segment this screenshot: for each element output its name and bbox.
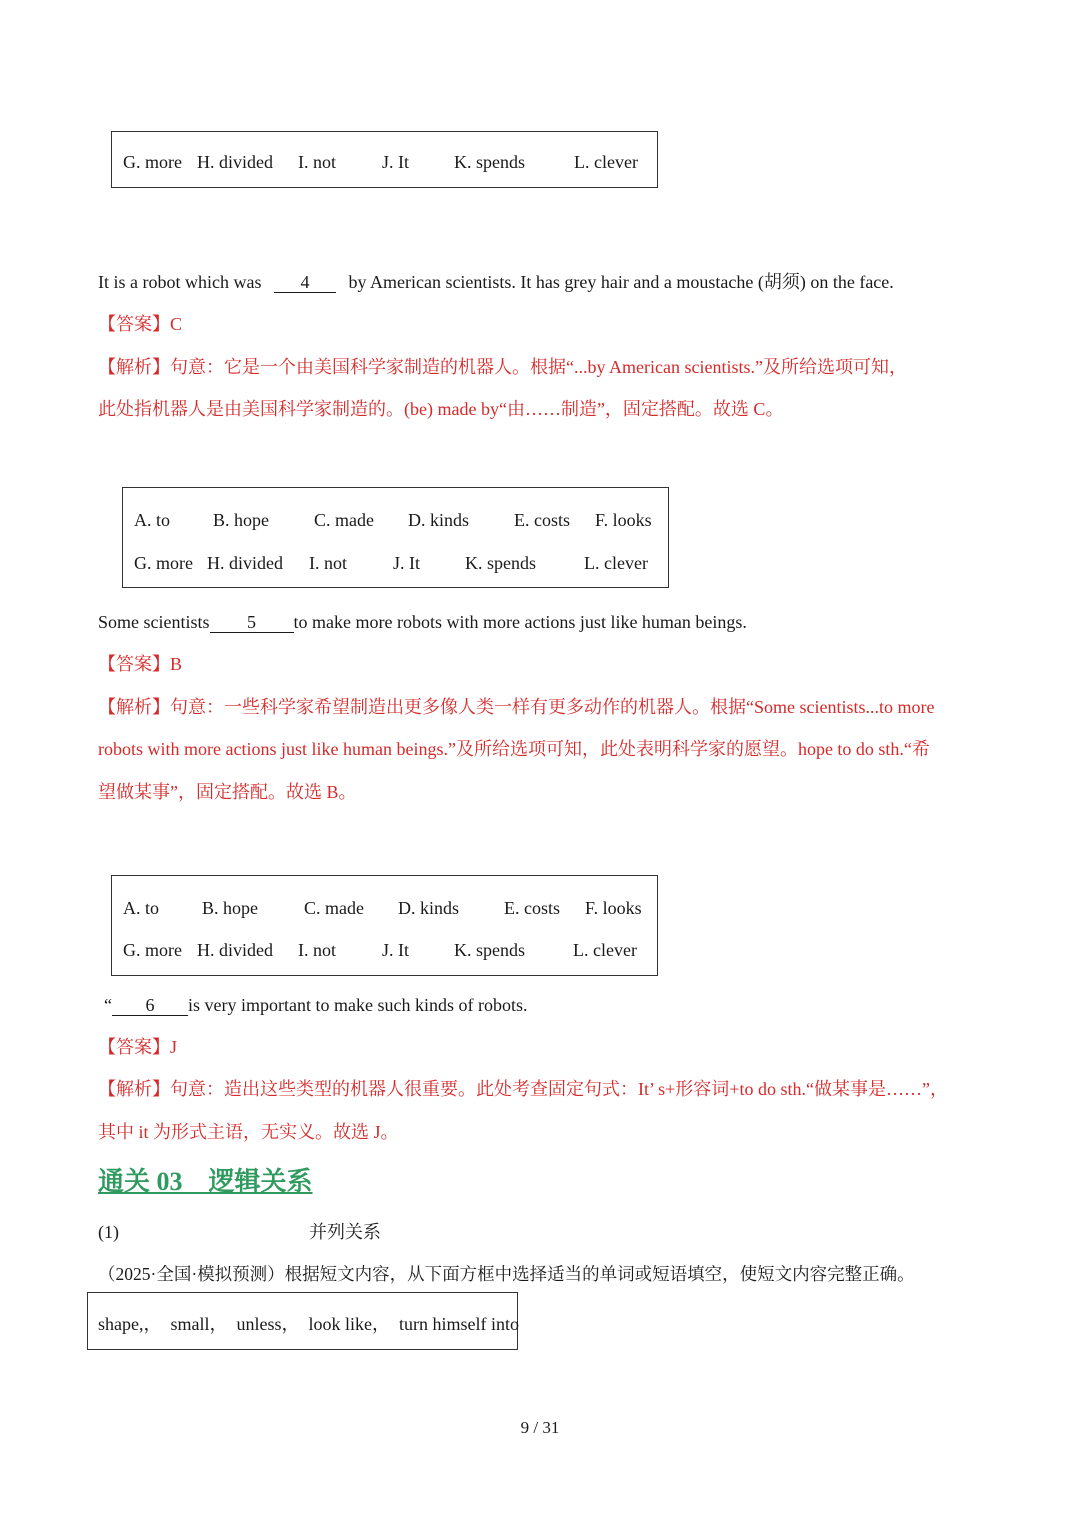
- option-k: K. spends: [465, 553, 536, 573]
- question-5-after: to make more robots with more actions just like human beings.: [293, 612, 747, 632]
- option-f: F. looks: [595, 510, 652, 530]
- analysis-5-line-1: 【解析】句意：一些科学家希望制造出更多像人类一样有更多动作的机器人。根据“Some scientists...to more: [98, 697, 935, 717]
- option-k: K. spends: [454, 940, 525, 960]
- item-number: (1): [98, 1222, 119, 1242]
- section-heading: 通关 03 逻辑关系: [98, 1167, 313, 1196]
- option-j: J. It: [382, 152, 409, 172]
- options-box-middle: [122, 487, 669, 588]
- option-d: D. kinds: [398, 898, 460, 918]
- analysis-5-line-2: robots with more actions just like human beings.”及所给选项可知，此处表明科学家的愿望。hope to do sth.“希: [98, 739, 930, 759]
- page-number: 9 / 31: [520, 1418, 560, 1437]
- question-6-after: is very important to make such kinds of robots.: [188, 995, 528, 1015]
- option-g: G. more: [123, 940, 182, 960]
- word-box: [87, 1292, 518, 1350]
- option-j: J. It: [382, 940, 409, 960]
- analysis-5-line-3: 望做某事”，固定搭配。故选 B。: [98, 782, 357, 802]
- option-f: F. looks: [585, 898, 642, 918]
- option-h: H. divided: [197, 940, 273, 960]
- option-g: G. more: [134, 553, 193, 573]
- question-4-before: It is a robot which was: [98, 272, 262, 292]
- option-k: K. spends: [454, 152, 525, 172]
- question-5-before: Some scientists: [98, 612, 210, 632]
- option-d: D. kinds: [408, 510, 470, 530]
- analysis-6-line-1: 【解析】句意：造出这些类型的机器人很重要。此处考查固定句式：It’ s+形容词+to do sth.“做某事是……”，: [98, 1079, 948, 1099]
- question-4: [98, 270, 894, 294]
- analysis-6-line-2: 其中 it 为形式主语，无实义。故选 J。: [98, 1122, 399, 1142]
- option-c: C. made: [314, 510, 374, 530]
- option-l: L. clever: [574, 152, 638, 172]
- option-h: H. divided: [197, 152, 273, 172]
- option-a: A. to: [134, 510, 170, 530]
- answer-5: 【答案】B: [98, 654, 183, 674]
- option-h: H. divided: [207, 553, 283, 573]
- option-b: B. hope: [202, 898, 258, 918]
- analysis-4-line-1: 【解析】句意：它是一个由美国科学家制造的机器人。根据“...by American scientists.”及所给选项可知，: [98, 357, 907, 377]
- option-b: B. hope: [213, 510, 269, 530]
- option-i: I. not: [298, 152, 336, 172]
- option-c: C. made: [304, 898, 364, 918]
- options-box-lower: [111, 875, 658, 976]
- blank-5: 5: [210, 612, 294, 633]
- analysis-4-line-2: 此处指机器人是由美国科学家制造的。(be) made by“由……制造”，固定搭配。故选 C。: [98, 399, 784, 419]
- option-i: I. not: [309, 553, 347, 573]
- blank-6: 6: [112, 995, 188, 1016]
- option-g: G. more: [123, 152, 182, 172]
- answer-6: 【答案】J: [98, 1037, 178, 1057]
- option-l: L. clever: [573, 940, 637, 960]
- word-box-text: shape,， small， unless， look like， turn himself into: [98, 1314, 519, 1334]
- blank-4: 4: [274, 272, 336, 293]
- question-4-after: by American scientists. It has grey hair and a moustache (胡须) on the face.: [348, 272, 894, 292]
- question-6: [104, 993, 527, 1017]
- instruction: （2025·全国·模拟预测）根据短文内容，从下面方框中选择适当的单词或短语填空，使短文内容完整正确。: [98, 1264, 915, 1284]
- option-l: L. clever: [584, 553, 648, 573]
- question-5: [98, 610, 747, 634]
- option-e: E. costs: [504, 898, 560, 918]
- option-i: I. not: [298, 940, 336, 960]
- option-j: J. It: [393, 553, 420, 573]
- question-6-before: “: [104, 995, 112, 1015]
- option-e: E. costs: [514, 510, 570, 530]
- answer-4: 【答案】C: [98, 314, 183, 334]
- option-a: A. to: [123, 898, 159, 918]
- item-title: 并列关系: [309, 1222, 381, 1242]
- options-box-top: [111, 131, 658, 188]
